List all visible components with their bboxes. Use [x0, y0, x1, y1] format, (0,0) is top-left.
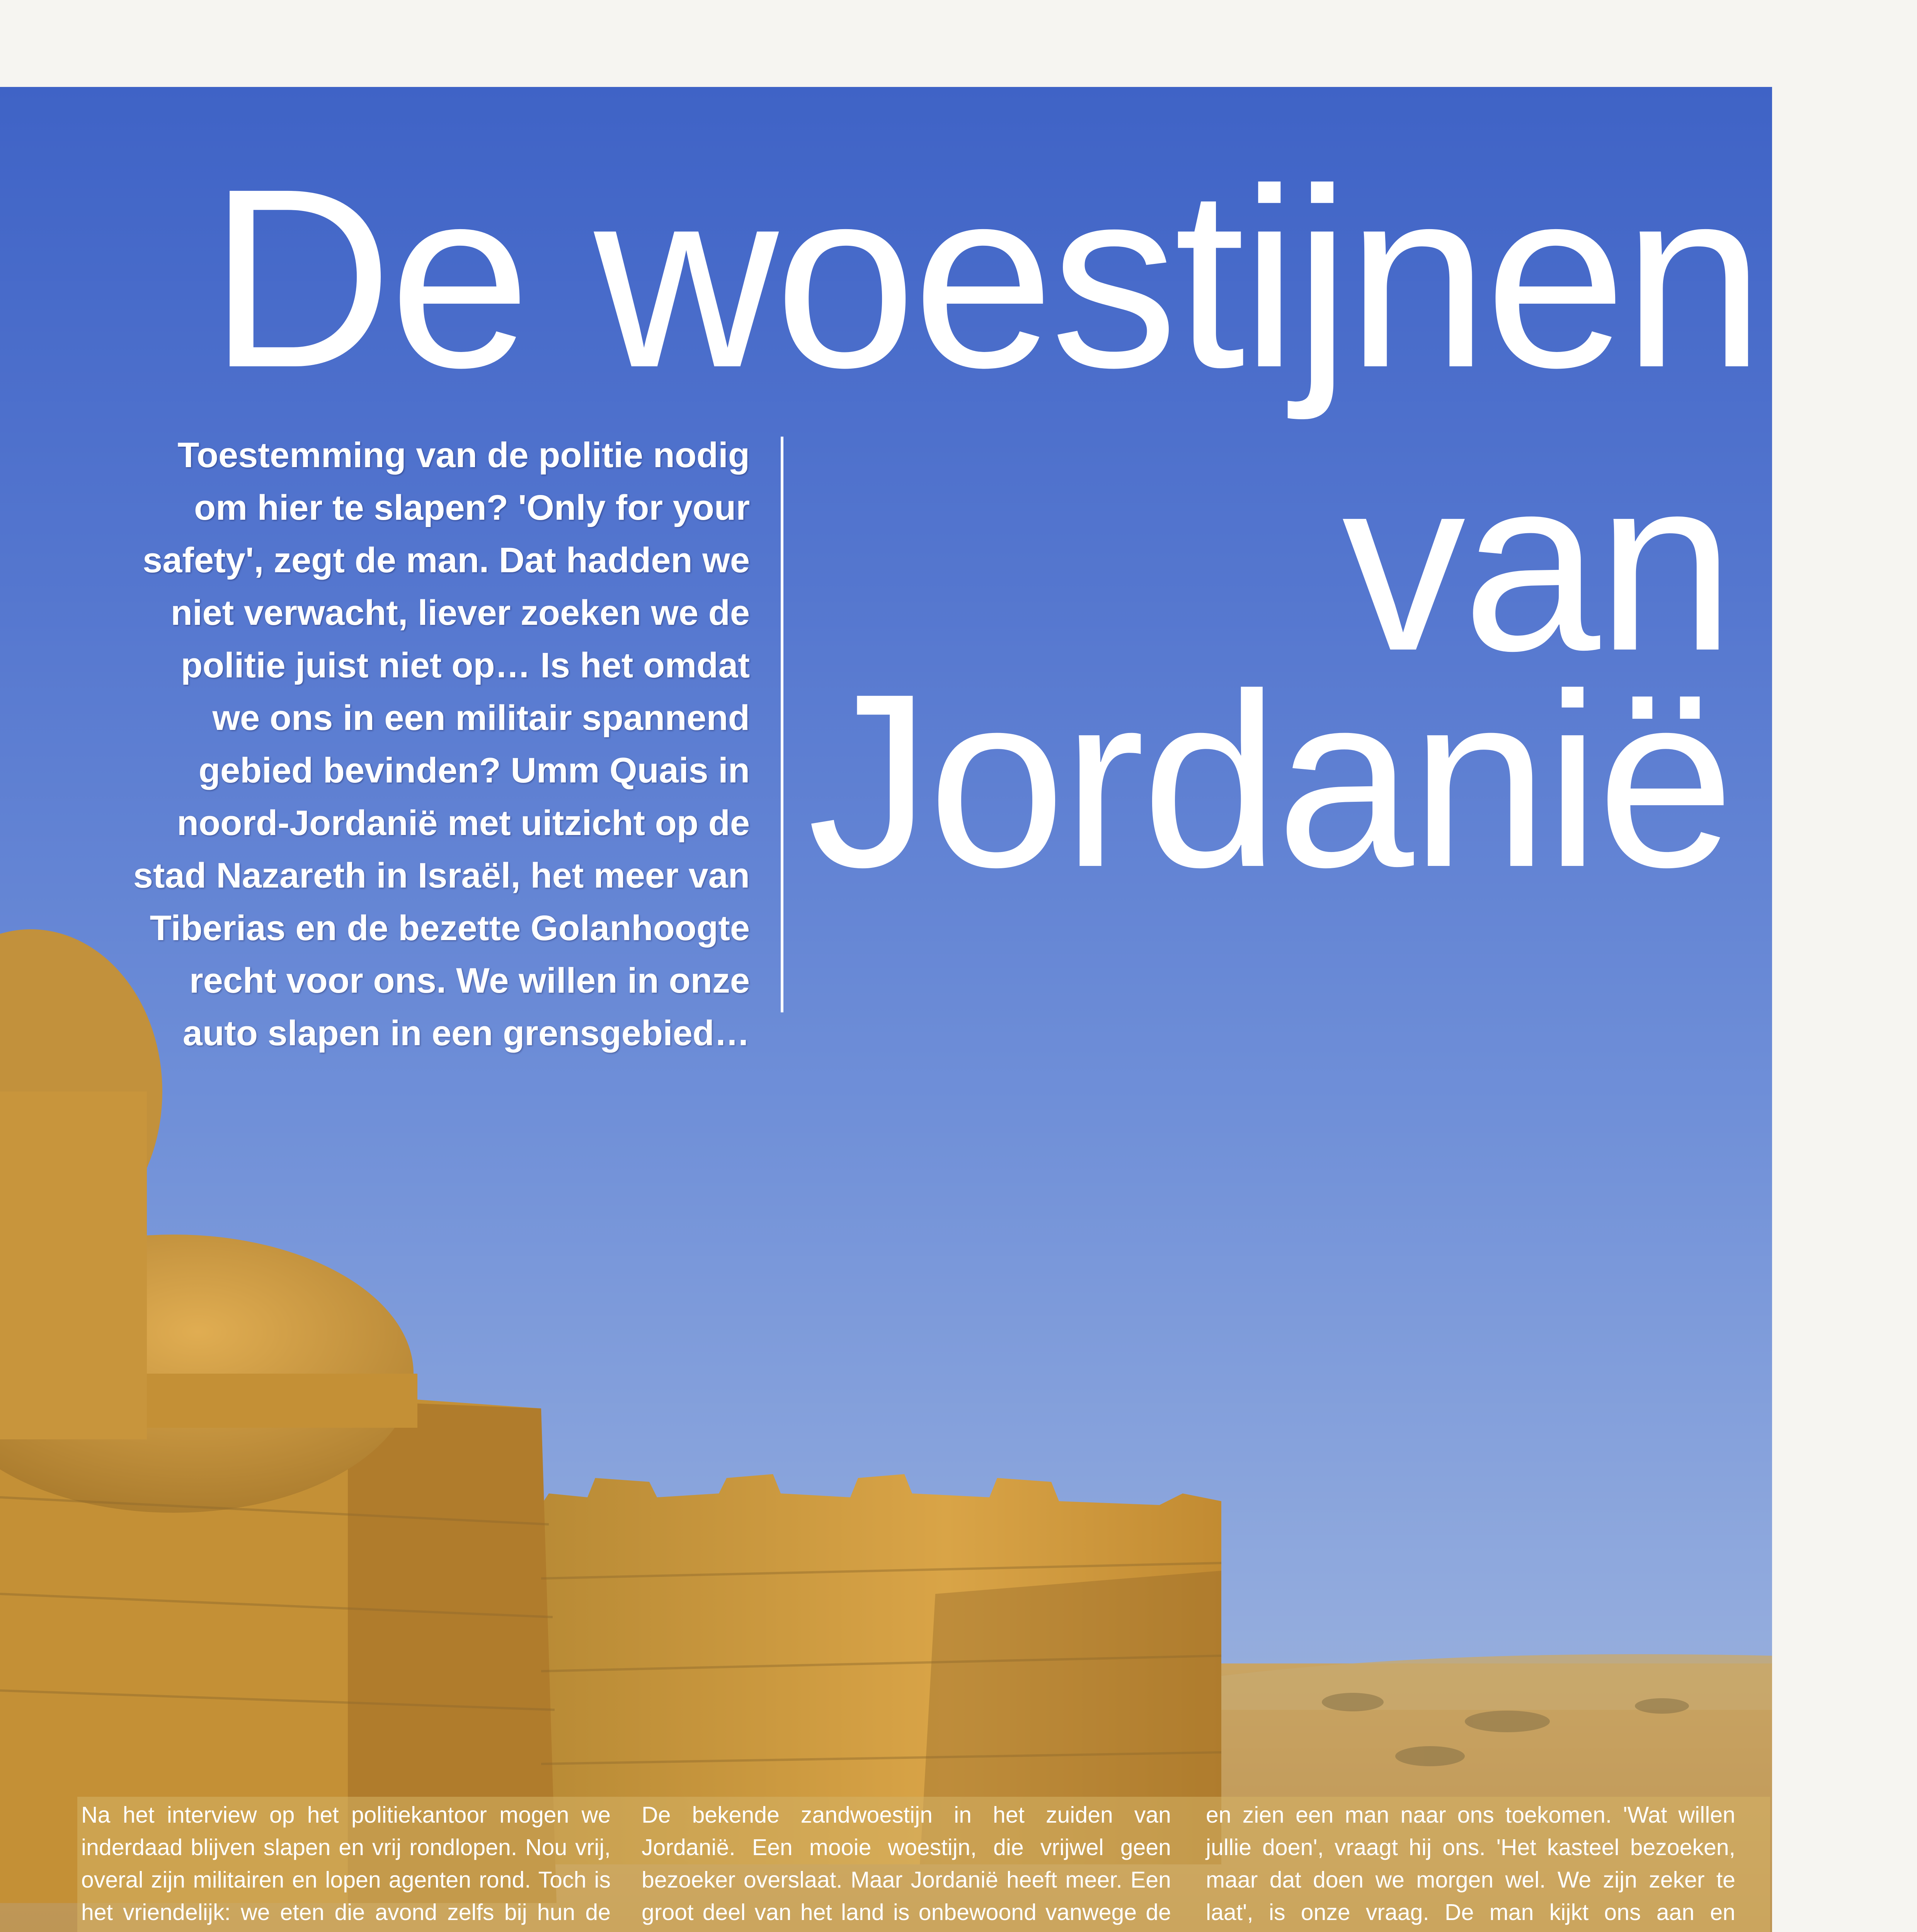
- title-line-1: De woestijnen: [209, 136, 1761, 420]
- body-paragraph: De bekende zandwoestijn in het zuiden van Jordanië. Een mooie woestijn, die vrijwel geen bezoeker overslaat. Maar Jordanië heeft meer. Een groot deel van het land is onbewoond vanwege de: [642, 1802, 1171, 1925]
- title-line-3: Jordanië: [807, 642, 1731, 918]
- body-paragraph: Na het interview op het politiekantoor mogen we inderdaad blijven slapen en vrij rondlopen. Nou vrij, overal zijn militairen en lopen agenten rond. Toch is het vriendelijk: we eten die avond zelfs bij hun de: [81, 1802, 611, 1925]
- body-paragraph: en zien een man naar ons toekomen. 'Wat willen jullie doen', vraagt hij ons. 'Het kasteel bezoeken, maar dat doen we morgen wel. We zijn zeker te laat', is onze vraag. De man kijkt ons aan en: [1206, 1802, 1735, 1925]
- body-column-3: [1206, 1799, 1735, 1932]
- body-column-2: [642, 1799, 1171, 1932]
- intro-divider: [781, 437, 783, 1012]
- body-column-1: [81, 1799, 611, 1932]
- intro-paragraph: Toestemming van de politie nodig om hier te slapen? 'Only for your safety', zegt de man. Dat hadden we niet verwacht, liever zoeken we de politie juist niet op… Is het omdat we ons in een militair spannend gebied bevinden? Umm Quais in noord-Jordanië met uitzicht op de stad Nazareth in Israël, het meer van Tiberias en de bezette Golanhoogte recht voor ons. We willen in onze auto slapen in een grensgebied…: [133, 435, 750, 1053]
- title-line-2: van: [1342, 426, 1731, 702]
